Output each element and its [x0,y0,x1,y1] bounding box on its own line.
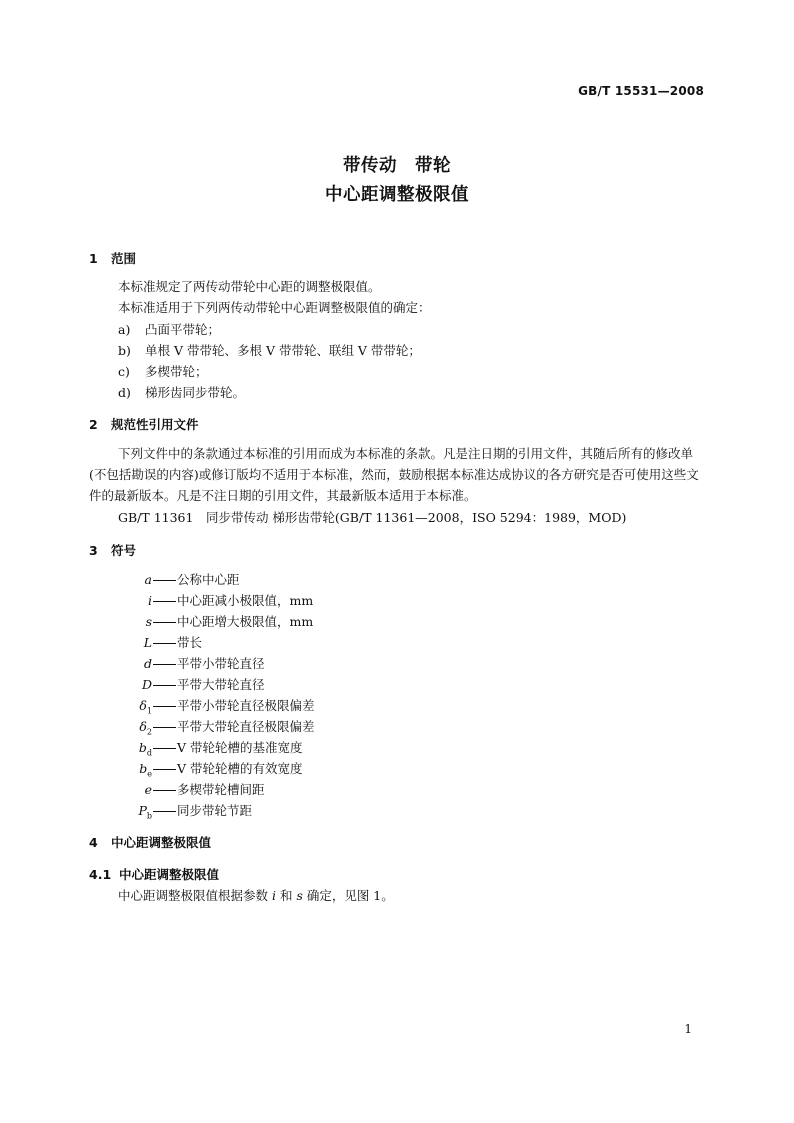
symbol-row [60,675,750,696]
section-title: 范围 [111,251,137,266]
list-item-label: d) [118,385,131,400]
list-item-label: a) [118,322,131,337]
em-dash [153,727,176,728]
symbol-description: V 带轮轮槽的基准宽度 [177,740,303,755]
em-dash [153,790,176,791]
symbol-row [60,780,750,801]
variable-i: i [271,888,276,903]
section-number: 3 [89,543,98,558]
normative-references-paragraph: 下列文件中的条款通过本标准的引用而成为本标准的条款。凡是注日期的引用文件，其随后所有的修改单(不包括勘误的内容)或修订版均不适用于本标准，然而，鼓励根据本标准达成协议的各方研究是否可使用这些文件的最新版本。凡是不注日期的引用文件，其最新版本适用于本标准。 [89,446,699,503]
symbol-row [60,654,750,675]
symbol: $\delta_1$ [139,698,152,716]
scope-paragraph-1: 本标准规定了两传动带轮中心距的调整极限值。 [118,279,381,294]
list-item-label: c) [118,364,130,379]
standard-number-header: GB/T 15531—2008 [578,84,704,98]
symbol: L [143,635,152,650]
symbol-description: 平带大带轮直径极限偏差 [177,719,315,734]
em-dash [153,769,176,770]
section-title: 中心距调整极限值 [119,867,220,882]
symbol: $b_d$ [138,740,152,758]
symbol: $\delta_2$ [139,719,152,737]
symbol-description: 中心距增大极限值，mm [177,614,314,629]
em-dash [153,748,176,749]
list-item-text: 多楔带轮； [145,364,208,379]
symbol-row [60,717,750,738]
section-4-1-paragraph: 中心距调整极限值根据参数 i 和 s 确定，见图 1。 [118,888,394,903]
symbol-description: V 带轮轮槽的有效宽度 [177,761,303,776]
symbol: $P_b$ [138,803,152,821]
section-3-heading [89,541,136,559]
list-item-text: 梯形齿同步带轮。 [145,385,246,400]
section-number: 4 [89,835,98,850]
em-dash [153,622,176,623]
symbol-description: 平带大带轮直径 [177,677,265,692]
symbol: s [145,614,152,629]
em-dash [153,664,176,665]
symbol-row [60,633,750,654]
document-title-line2: 中心距调整极限值 [325,185,469,205]
symbol: e [144,782,152,797]
page-number: 1 [684,1022,692,1036]
symbol-description: 同步带轮节距 [177,803,253,818]
variable-s: s [296,888,303,903]
symbol-description: 中心距减小极限值，mm [177,593,314,608]
reference-entry: GB/T 11361 同步带传动 梯形齿带轮(GB/T 11361—2008，ISO 5294：1989，MOD) [118,510,627,525]
scope-paragraph-2: 本标准适用于下列两传动带轮中心距调整极限值的确定： [118,300,431,315]
document-title-line1: 带传动 带轮 [343,156,451,176]
section-1-heading [89,249,136,267]
em-dash [153,601,176,602]
symbol-row [60,759,750,780]
list-item-text: 单根 V 带带轮、多根 V 带带轮、联组 V 带带轮； [145,343,421,358]
symbol: i [148,593,152,608]
symbol-description: 带长 [177,635,203,650]
section-number: 2 [89,417,98,432]
section-2-heading [89,415,199,433]
symbol-description: 多楔带轮槽间距 [177,782,265,797]
section-title: 中心距调整极限值 [111,835,212,850]
section-4-1-heading [89,865,219,883]
symbol: $b_e$ [139,761,152,779]
symbol: a [144,572,152,587]
em-dash [153,685,176,686]
em-dash [153,643,176,644]
symbol-row [60,801,750,822]
symbol-description: 平带小带轮直径 [177,656,265,671]
em-dash [153,580,176,581]
symbol-row [60,591,750,612]
section-title: 符号 [111,543,137,558]
symbol-description: 公称中心距 [177,572,240,587]
section-number: 1 [89,251,98,266]
symbol-row [60,696,750,717]
em-dash [153,706,176,707]
list-item [118,341,421,359]
symbol-description: 平带小带轮直径极限偏差 [177,698,315,713]
list-item [118,362,208,380]
symbol-row [60,612,750,633]
list-item-text: 凸面平带轮； [145,322,221,337]
list-item [118,320,220,338]
list-item [118,383,245,401]
section-4-heading [89,833,211,851]
symbol-row [60,570,750,591]
section-title: 规范性引用文件 [111,417,199,432]
symbol: d [143,656,152,671]
list-item-label: b) [118,343,131,358]
section-number: 4.1 [89,867,112,882]
symbol-row [60,738,750,759]
symbol: D [141,677,152,692]
em-dash [153,811,176,812]
